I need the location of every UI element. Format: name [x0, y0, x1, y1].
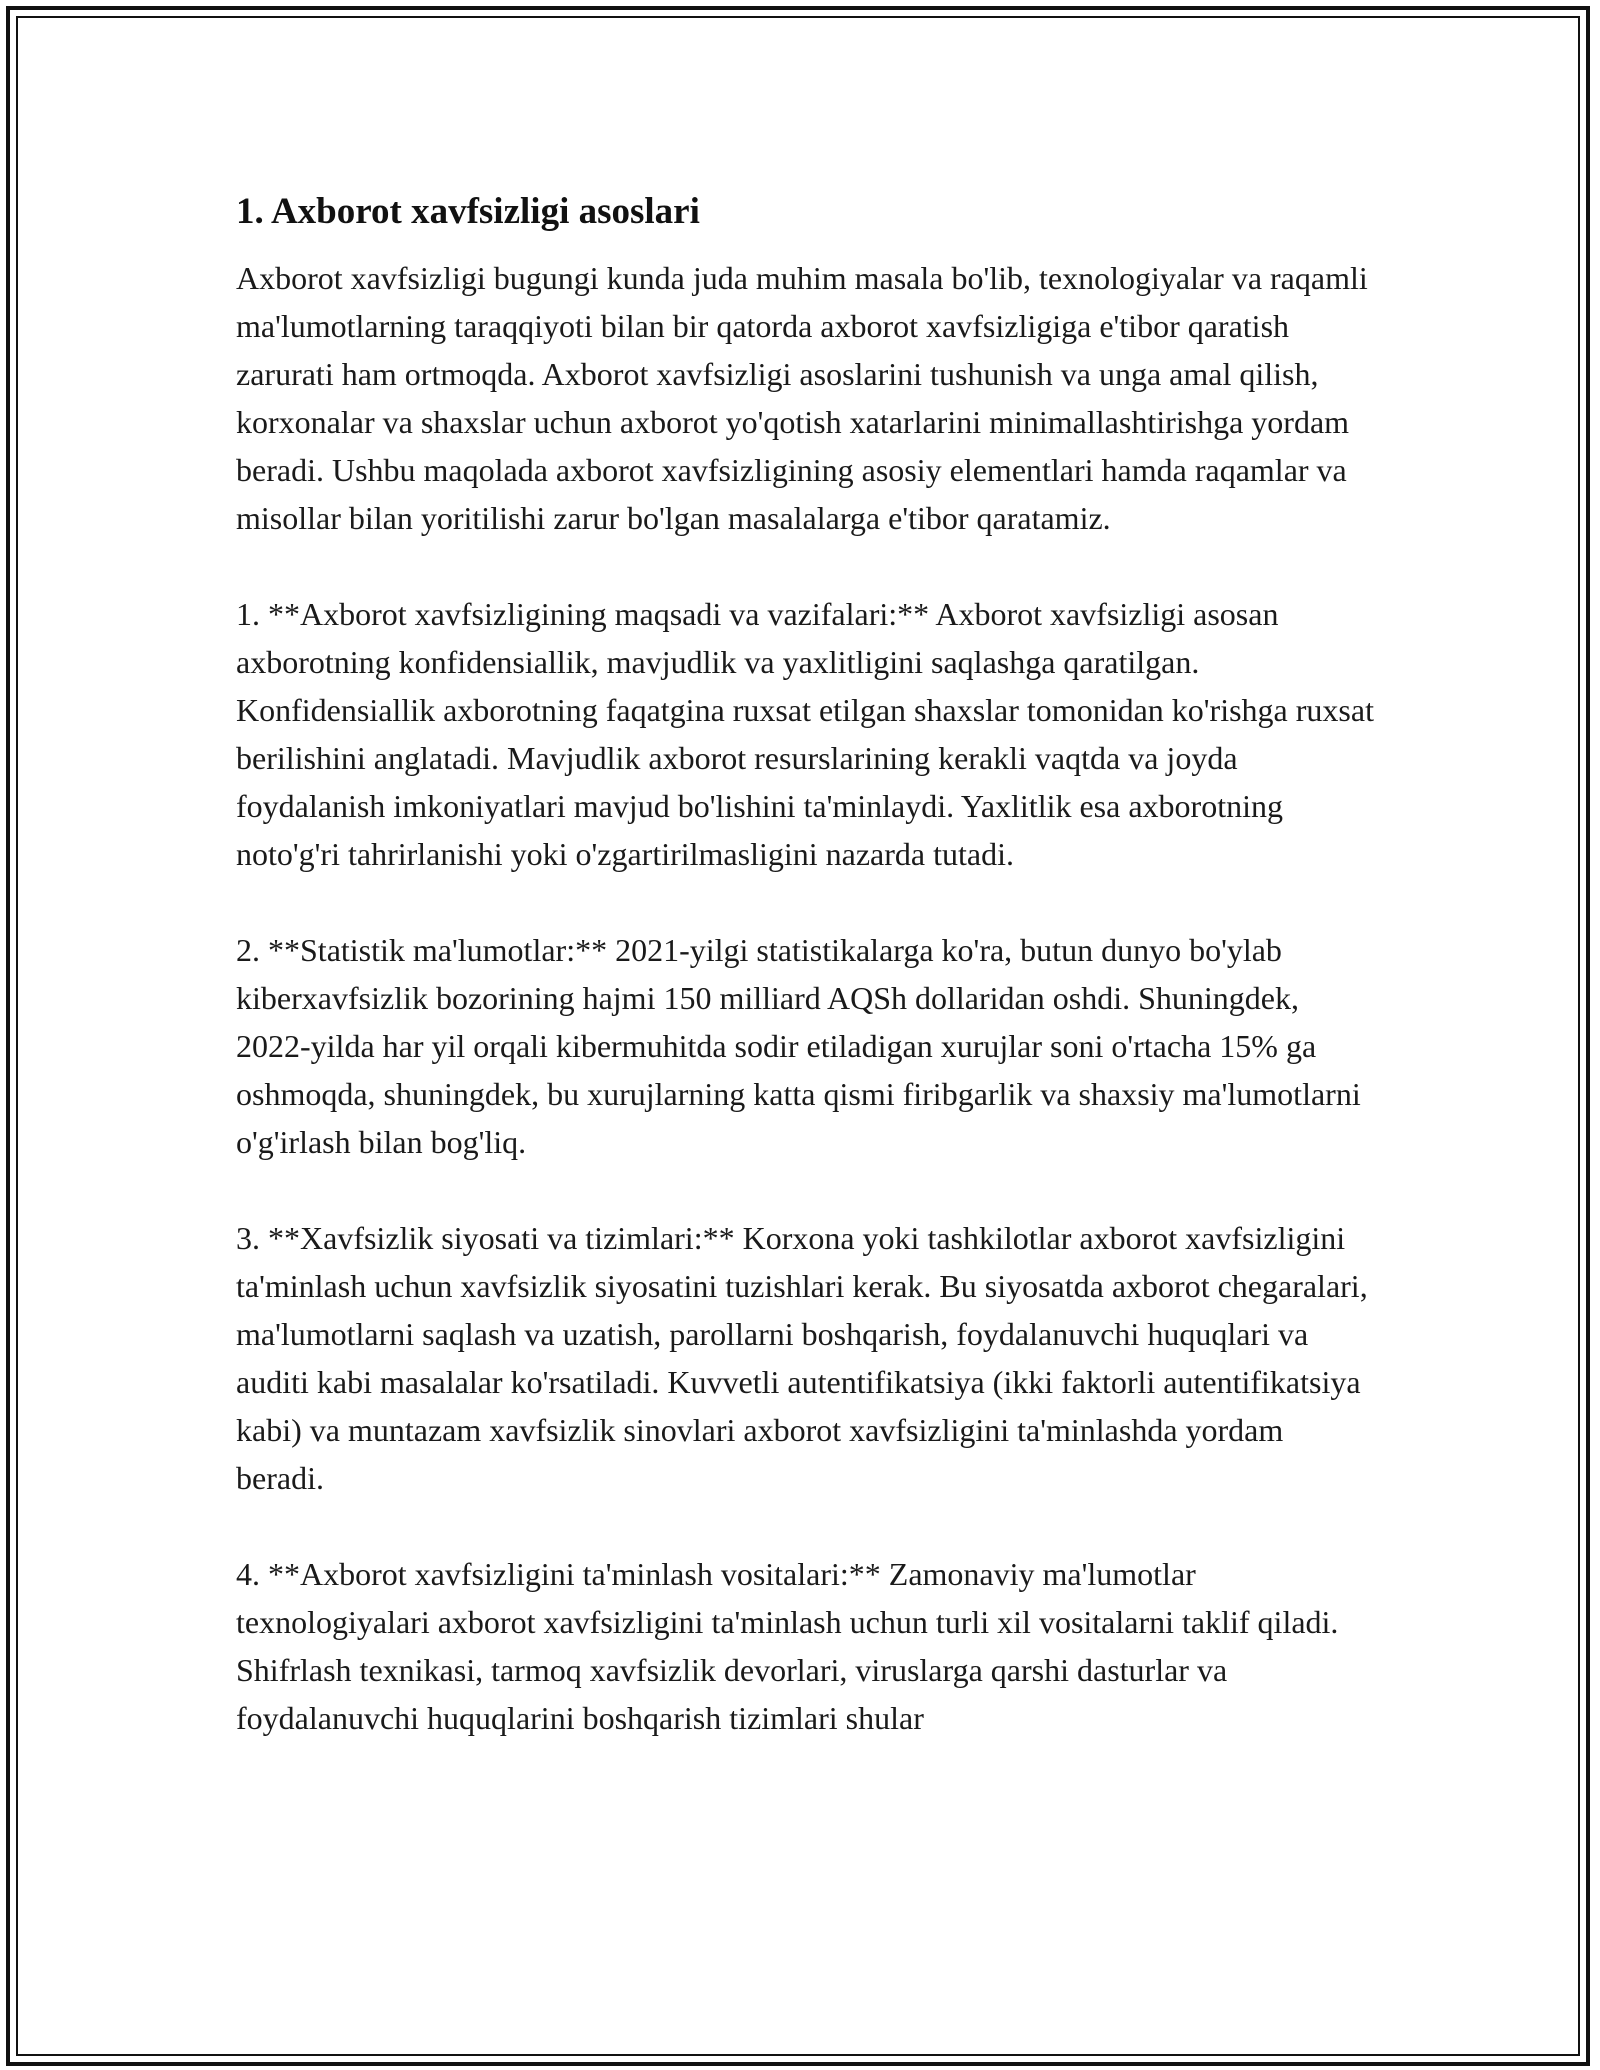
section-heading: 1. Axborot xavfsizligi asoslari: [236, 191, 700, 232]
paragraph-policy: 3. **Xavfsizlik siyosati va tizimlari:** Korxona yoki tashkilotlar axborot xavfsizligini ta'minlash uchun xavfsizlik siyosatini tuzishlari kerak. Bu siyosatda axborot chegaralari, ma'lumotlarni saqlash va uzatish, parollarni boshqarish, foydalanuvchi huquqlari va auditi kabi masalalar ko'rsatiladi. Kuvvetli autentifikatsiya (ikki faktorli autentifikatsiya kabi) va muntazam xavfsizlik sinovlari axborot xavfsizligini ta'minlashda yordam beradi.: [236, 1220, 1368, 1496]
paragraph-tools: 4. **Axborot xavfsizligini ta'minlash vositalari:** Zamonaviy ma'lumotlar texnologiyalari axborot xavfsizligini ta'minlash uchun turli xil vositalarni taklif qiladi. Shifrlash texnikasi, tarmoq xavfsizlik devorlari, viruslarga qarshi dasturlar va foydalanuvchi huquqlarini boshqarish tizimlari shular: [236, 1556, 1339, 1736]
paragraph-statistics: 2. **Statistik ma'lumotlar:** 2021-yilgi statistikalarga ko'ra, butun dunyo bo'ylab kiberxavfsizlik bozorining hajmi 150 milliard AQSh dollaridan oshdi. Shuningdek, 2022-yilda har yil orqali kibermuhitda sodir etiladigan xurujlar soni o'rtacha 15% ga oshmoqda, shuningdek, bu xurujlarning katta qismi firibgarlik va shaxsiy ma'lumotlarni o'g'irlash bilan bog'liq.: [236, 932, 1361, 1160]
intro-paragraph: Axborot xavfsizligi bugungi kunda juda muhim masala bo'lib, texnologiyalar va raqamli ma'lumotlarning taraqqiyoti bilan bir qatorda axborot xavfsizligiga e'tibor qaratish zarurati ham ortmoqda. Axborot xavfsizligi asoslarini tushunish va unga amal qilish, korxonalar va shaxslar uchun axborot yo'qotish xatarlarini minimallashtirishga yordam beradi. Ushbu maqolada axborot xavfsizligining asosiy elementlari hamda raqamlar va misollar bilan yoritilishi zarur bo'lgan masalalarga e'tibor qaratamiz.: [236, 260, 1368, 536]
document-body: [236, 186, 1376, 1742]
paragraph-goals: 1. **Axborot xavfsizligining maqsadi va vazifalari:** Axborot xavfsizligi asosan axborotning konfidensiallik, mavjudlik va yaxlitligini saqlashga qaratilgan. Konfidensiallik axborotning faqatgina ruxsat etilgan shaxslar tomonidan ko'rishga ruxsat berilishini anglatadi. Mavjudlik axborot resurslarining kerakli vaqtda va joyda foydalanish imkoniyatlari mavjud bo'lishini ta'minlaydi. Yaxlitlik esa axborotning noto'g'ri tahrirlanishi yoki o'zgartirilmasligini nazarda tutadi.: [236, 596, 1374, 872]
